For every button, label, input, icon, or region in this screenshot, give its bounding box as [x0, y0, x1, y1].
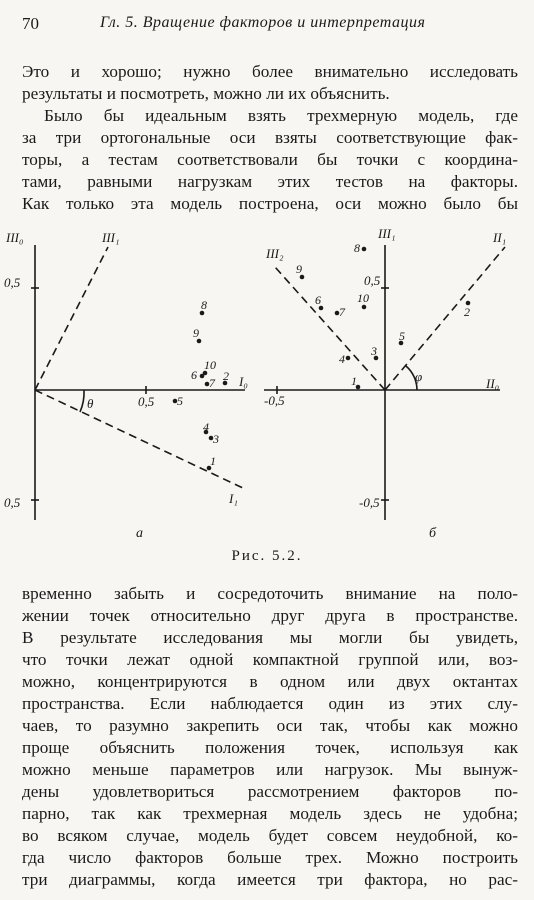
- running-head: Гл. 5. Вращение факторов и интерпретация: [100, 14, 426, 31]
- text-line: пространства. Если наблюдается один из этих слу-: [22, 694, 518, 713]
- panel-b-tick-label: 0,5: [364, 273, 381, 288]
- point-label: 9: [296, 262, 302, 276]
- text-line: В результате исследования мы могли бы увидеть,: [22, 628, 518, 647]
- text-line: парно, так как трехмерная модель здесь не удобна;: [22, 804, 518, 823]
- text-line: чаев, то разумно закрепить оси так, чтобы как можно: [22, 716, 518, 735]
- point-label: 4: [339, 352, 345, 366]
- point-label: 5: [177, 394, 183, 408]
- point-label: 3: [371, 344, 377, 358]
- panel-b-axis-label-ii0: II₀: [486, 376, 500, 391]
- page-header: [22, 14, 518, 36]
- point-label: 7: [339, 305, 345, 319]
- panel-b-rotated-axis-ii1: [385, 247, 505, 390]
- panel-a-tick-label: 0,5: [4, 275, 21, 290]
- text-line: что точки лежат одной компактной группой или, воз-: [22, 650, 518, 669]
- page-number: 70: [22, 14, 39, 33]
- text-line: жении точек относительно друг друга в пространстве.: [22, 606, 518, 625]
- panel-b-axis-label-iii1: III₁: [378, 226, 396, 241]
- panel-a-axis-label-iii1: III₁: [102, 230, 120, 245]
- point-label: 8: [201, 298, 207, 312]
- point-label: 3: [213, 432, 219, 446]
- text-line: три диаграммы, когда имеется три фактора, но рас-: [22, 870, 518, 889]
- panel-b-point: [362, 247, 367, 252]
- panel-b-axis-label-ii1: II₁: [493, 230, 507, 245]
- panel-b-angle-label: φ: [415, 369, 423, 384]
- text-line: можно, концентрируются в одном или двух октантах: [22, 672, 518, 691]
- text-line: во всяком случае, модель будет совсем неудобной, ко-: [22, 826, 518, 845]
- panel-a-axis-label-i1: I₁: [229, 491, 238, 506]
- panel-a-angle-arc: [80, 390, 84, 412]
- panel-a-angle-label: θ: [87, 396, 94, 411]
- panel-b-tick-label: -0,5: [264, 393, 285, 408]
- point-label: 8: [354, 241, 360, 255]
- point-label: 6: [315, 293, 321, 307]
- text-line: гда число факторов больше трех. Можно построить: [22, 848, 518, 867]
- text-line: тами, равными нагрузкам этих тестов на факторы.: [22, 172, 518, 191]
- panel-b-point: [346, 356, 351, 361]
- point-label: 1: [351, 374, 357, 388]
- figure-diagram: [0, 215, 534, 555]
- panel-b-point: [362, 305, 367, 310]
- panel-b-axis-label-iii2: III₂: [266, 246, 284, 261]
- point-label: 1: [210, 454, 216, 468]
- panel-a-axis-label-i0: I₀: [239, 374, 248, 389]
- text-line: проще объяснить положения точек, используя как: [22, 738, 518, 757]
- text-line: Было бы идеальным взять трехмерную модель, где: [44, 106, 518, 125]
- text-line: дены удовлетвориться рассмотрением факторов по-: [22, 782, 518, 801]
- text-line: можно меньше параметров или нагрузок. Мы вынуж-: [22, 760, 518, 779]
- point-label: 5: [399, 329, 405, 343]
- figure-caption: Рис. 5.2.: [231, 548, 303, 564]
- point-label: 2: [223, 369, 229, 383]
- text-line: за три ортогональные оси взяты соответствующие фак-: [22, 128, 518, 147]
- text-line: Как только эта модель построена, оси можно было бы: [22, 194, 518, 213]
- point-label: 9: [193, 326, 199, 340]
- point-label: 6: [191, 368, 197, 382]
- panel-a-rotated-axis-iii1: [35, 247, 108, 390]
- paragraph-bottom: [22, 583, 518, 891]
- figure-5-2: [0, 215, 534, 555]
- panel-a-axis-label-iii0: III₀: [6, 230, 24, 245]
- panel-a-tick-label: 0,5: [4, 495, 21, 510]
- paragraph-top: [22, 61, 518, 215]
- point-label: 7: [209, 376, 215, 390]
- panel-b-label: б: [429, 526, 437, 541]
- panel-a-tick-label: 0,5: [138, 394, 155, 409]
- point-label: 4: [203, 420, 209, 434]
- panel-b-tick-label: -0,5: [359, 495, 380, 510]
- text-line: результаты и посмотреть, можно ли их объяснить.: [22, 84, 390, 103]
- point-label: 10: [204, 358, 216, 372]
- panel-a-label: а: [136, 526, 143, 541]
- text-line: торы, а тестам соответствовали бы точки с координа-: [22, 150, 518, 169]
- point-label: 10: [357, 291, 369, 305]
- point-label: 2: [464, 305, 470, 319]
- text-line: временно забыть и сосредоточить внимание на поло-: [22, 584, 518, 603]
- text-line: Это и хорошо; нужно более внимательно исследовать: [22, 62, 518, 81]
